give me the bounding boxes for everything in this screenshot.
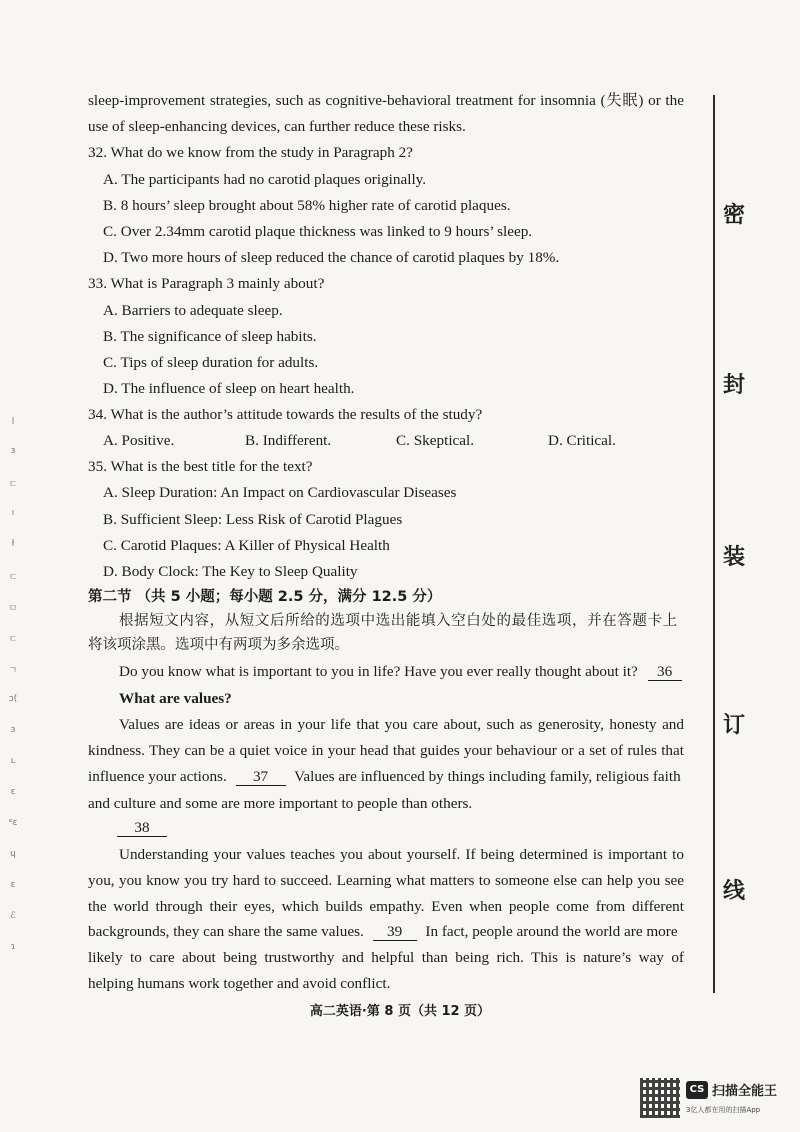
paragraph-1-line-2: kindness. They can be a quiet voice in your head that guides your behaviour or a set of rules that (88, 742, 684, 759)
paragraph-1-line-1: Values are ideas or areas in your life that you care about, such as generosity, honesty and (119, 716, 684, 733)
binding-char-xian: 线 (722, 879, 745, 904)
question-32-stem: 32. What do we know from the study in Paragraph 2? (88, 144, 413, 161)
question-32-option-a: A. The participants had no carotid plaques originally. (103, 171, 427, 188)
paragraph-2-line-6: helping humans work together and avoid conflict. (88, 975, 391, 992)
question-34-option-b: B. Indifferent. (245, 432, 332, 449)
scanner-app-name: 扫描全能王 (712, 1084, 778, 1099)
paragraph-1-line-3 (88, 767, 681, 787)
binding-char-feng: 封 (722, 373, 745, 398)
passage-tail-line-1: sleep-improvement strategies, such as cognitive-behavioral treatment for insomnia (失眠) or the (88, 92, 684, 109)
page-footer: 高二英语·第 8 页（共 12 页） (309, 1004, 491, 1019)
binding-char-zhuang: 装 (722, 545, 745, 570)
margin-mark: ᵉɛ (8, 818, 18, 828)
margin-mark: ㄷ (8, 635, 18, 645)
question-33-stem: 33. What is Paragraph 3 mainly about? (88, 275, 325, 292)
margin-mark: ㅁ (8, 604, 18, 614)
question-35-stem: 35. What is the best title for the text? (88, 458, 313, 475)
question-32-option-d: D. Two more hours of sleep reduced the chance of carotid plaques by 18%. (103, 249, 560, 266)
question-35-option-d: D. Body Clock: The Key to Sleep Quality (103, 563, 358, 580)
passage-subheading: What are values? (119, 690, 232, 707)
blank-38-line (117, 818, 167, 838)
passage-intro (119, 662, 682, 682)
question-34-option-c: C. Skeptical. (396, 432, 475, 449)
margin-mark: ɿ (10, 942, 16, 952)
paragraph-2-line-3: the world through their eyes, which builds empathy. Even when people come from different (88, 898, 684, 915)
binding-char-mi: 密 (722, 203, 745, 228)
passage-intro-text: Do you know what is important to you in life? Have you ever really thought about it? (119, 663, 638, 680)
section-2-instruction-line-2: 将该项涂黑。选项中有两项为多余选项。 (88, 637, 349, 653)
paragraph-2-line-4 (88, 922, 678, 942)
question-32-option-b: B. 8 hours’ sleep brought about 58% higher rate of carotid plaques. (103, 197, 511, 214)
blank-38: 38 (117, 819, 167, 837)
question-35-option-c: C. Carotid Plaques: A Killer of Physical Health (103, 537, 390, 554)
paragraph-2-line-2: you, you know you try hard to succeed. Learning what matters to someone else can help you see (88, 872, 684, 889)
question-34-stem: 34. What is the author’s attitude towards the results of the study? (88, 406, 483, 423)
section-2-instruction-line-1: 根据短文内容，从短文后所给的选项中选出能填入空白处的最佳选项，并在答题卡上 (119, 613, 678, 629)
question-33-option-d: D. The influence of sleep on heart health. (103, 380, 355, 397)
margin-mark: ㄱ (8, 666, 18, 676)
question-33-option-b: B. The significance of sleep habits. (103, 328, 317, 345)
qr-code-icon (640, 1078, 680, 1118)
margin-mark: ㄷ (8, 573, 18, 583)
section-2-heading: 第二节 （共 5 小题；每小题 2.5 分，满分 12.5 分） (88, 589, 442, 605)
blank-36: 36 (648, 663, 682, 681)
paragraph-2-line-1: Understanding your values teaches you about yourself. If being determined is important to (119, 846, 684, 863)
margin-mark: ℰ (10, 911, 16, 921)
paragraph-2-line-4-end: In fact, people around the world are more (425, 923, 678, 940)
margin-mark: ı (11, 508, 15, 518)
margin-mark: ꞁ (11, 415, 15, 425)
scanner-watermark (640, 1078, 790, 1122)
margin-mark: ɛ (10, 787, 16, 797)
paragraph-2-line-4-start: backgrounds, they can share the same values. (88, 923, 364, 940)
left-margin-marks (4, 415, 22, 973)
scanner-badge: CS (686, 1081, 708, 1099)
margin-mark: ł (11, 539, 15, 549)
passage-tail-line-2: use of sleep-enhancing devices, can further reduce these risks. (88, 118, 466, 135)
binding-line (713, 95, 715, 993)
margin-mark: ɜ (10, 446, 16, 456)
question-32-option-c: C. Over 2.34mm carotid plaque thickness was linked to 9 hours’ sleep. (103, 223, 533, 240)
margin-mark: ㄷ (8, 480, 18, 490)
question-34-option-a: A. Positive. (103, 432, 175, 449)
question-34-option-d: D. Critical. (548, 432, 616, 449)
paragraph-2-line-5: likely to care about being trustworthy and helpful than being rich. This is nature’s way of (88, 949, 684, 966)
question-33-option-c: C. Tips of sleep duration for adults. (103, 354, 319, 371)
paragraph-1-line-3-end: Values are influenced by things including family, religious faith (294, 768, 681, 785)
margin-mark: ʟ (10, 756, 16, 766)
scanner-tagline: 3亿人都在用的扫描App (686, 1106, 761, 1114)
paragraph-1-line-4: and culture and some are more important to people than others. (88, 795, 473, 812)
paragraph-1-line-3-start: influence your actions. (88, 768, 227, 785)
question-35-option-a: A. Sleep Duration: An Impact on Cardiovascular Diseases (103, 484, 457, 501)
margin-mark: ɜ (10, 725, 16, 735)
margin-mark: ɥ (10, 849, 16, 859)
question-35-option-b: B. Sufficient Sleep: Less Risk of Carotid Plagues (103, 511, 403, 528)
margin-mark: ɛ (10, 880, 16, 890)
margin-mark: ɔ( (8, 694, 18, 704)
binding-char-ding: 订 (722, 713, 745, 738)
blank-37: 37 (236, 768, 286, 786)
question-33-option-a: A. Barriers to adequate sleep. (103, 302, 283, 319)
blank-39: 39 (373, 923, 417, 941)
